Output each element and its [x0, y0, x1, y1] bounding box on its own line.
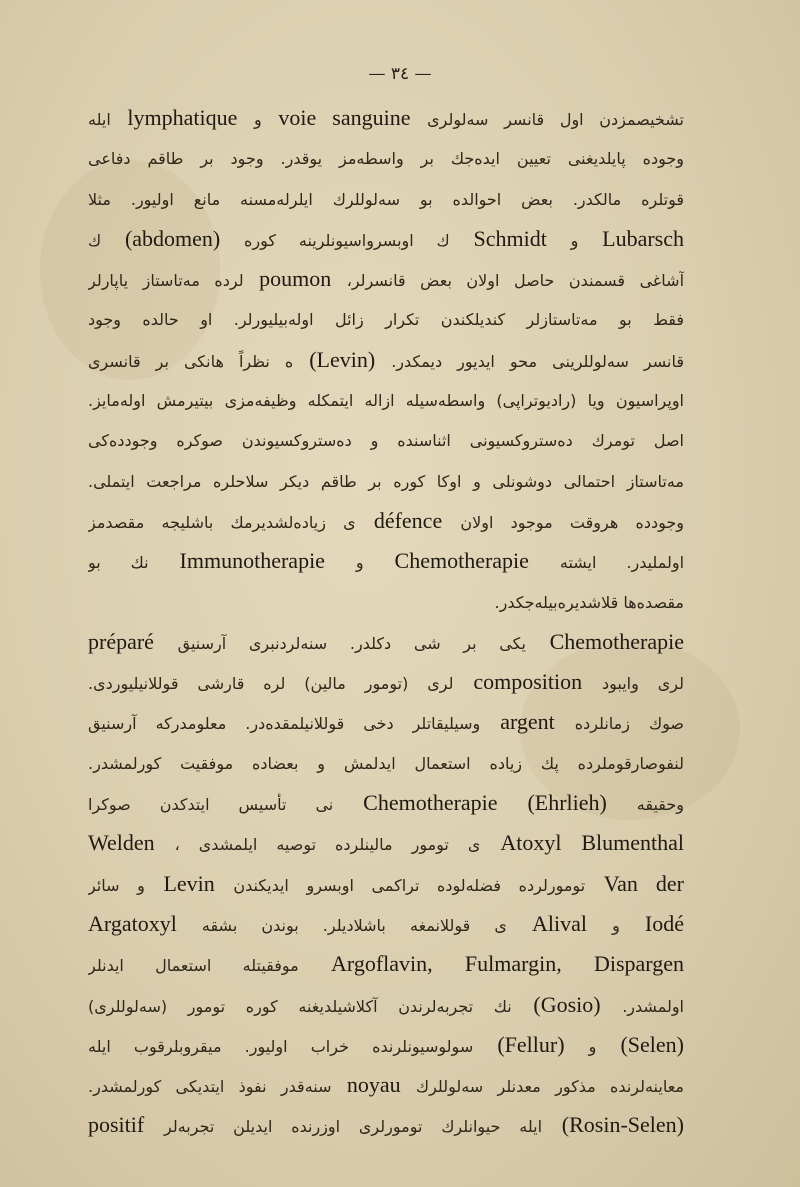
latin-term: Dispargen: [593, 951, 684, 977]
latin-term: Iodé: [644, 910, 684, 936]
text-line: [88, 420, 684, 460]
ottoman-text: یکی بر شی دکلدر. سنه‌لردنبری آرسنیق: [177, 633, 526, 653]
ottoman-text: و: [612, 915, 620, 935]
text-line: [88, 864, 684, 904]
latin-term: positif: [88, 1112, 145, 1138]
latin-term: argent: [500, 709, 555, 735]
text-line: [88, 783, 684, 823]
ottoman-text: معاینه‌لرنده مذکور معدنلر سه‌لوللرك: [415, 1077, 684, 1097]
page-body-text: [88, 98, 684, 1146]
ottoman-text: نك تجربه‌لرندن آکلاشیلدیغنه کوره تومور (سه‌لوللری): [88, 996, 512, 1016]
ottoman-text: اصل تومرك ده‌ستروکسیونی اثناسنده و ده‌ستروکسیوندن صوکره وجودده‌کی: [88, 431, 684, 451]
latin-term: (Ehrlieh): [527, 790, 607, 816]
ottoman-text: ی قوللانمغه باشلادیلر. بوندن بشقه: [201, 915, 507, 935]
ottoman-text: مه‌تاستاز احتمالی دوشونلی و اوکا کوره بر طاقم دیکر سلاحلره مراجعت ایتملی.: [88, 471, 684, 491]
ottoman-text: نك بو: [88, 553, 149, 573]
latin-term: (Gosio): [533, 991, 601, 1017]
ottoman-text: آشاغی قسمندن حاصل اولان بعض قانسرلر،: [346, 271, 684, 291]
text-line: [88, 340, 684, 380]
text-line: [88, 179, 684, 219]
text-line: [88, 461, 684, 501]
latin-term: voie sanguine: [278, 105, 411, 130]
ottoman-text: وحقیقه: [636, 795, 684, 815]
ottoman-text: لری (تومور مالین) لره قارشی قوللانیلیوردی.: [88, 674, 454, 694]
ottoman-text: و سائر: [88, 875, 145, 895]
text-line: [88, 622, 684, 662]
ottoman-text: و: [570, 230, 579, 250]
ottoman-text: مقصده‌ها قلاشدیره‌بیله‌جکدر.: [494, 592, 684, 612]
ottoman-text: ایله: [88, 110, 111, 129]
text-line: [88, 98, 684, 138]
latin-term: composition: [473, 669, 583, 695]
ottoman-text: فقط بو مه‌تاستازلر کندیلکندن تکرار زائل اوله‌بیلیورلر. او حالده وجود: [88, 310, 684, 330]
latin-term: Chemotherapie: [549, 628, 684, 654]
text-line: [88, 1065, 684, 1105]
text-line: [88, 1025, 684, 1065]
ottoman-text: تشخیصمزدن اول قانسر سه‌لولری: [427, 110, 684, 129]
latin-term: Chemotherapie: [394, 548, 529, 574]
ottoman-text: لری وایبود: [602, 674, 684, 694]
text-line: [88, 380, 684, 420]
text-line: [88, 582, 684, 622]
ottoman-text: اوپراسیون ویا (رادیوتراپی) واسطه‌سیله ازاله ایتمکله وظیفه‌مزی بیتیرمش اوله‌مایز.: [88, 391, 684, 411]
ottoman-text: نی تأسیس ایتدکدن صوکرا: [88, 795, 334, 815]
ottoman-text: وجوده پایلدیغنی تعیین ایده‌جك بر واسطه‌مز یوقدر. وجود بر طاقم دفاعی: [88, 149, 684, 169]
text-line: [88, 743, 684, 783]
ottoman-text: ك اوبسرواسیونلرینه کوره: [244, 230, 450, 250]
text-line: [88, 985, 684, 1025]
text-line: [88, 219, 684, 259]
text-line: [88, 944, 684, 984]
latin-term: Atoxyl: [500, 830, 562, 856]
ottoman-text: و: [253, 110, 262, 129]
latin-term: Argatoxyl: [88, 910, 177, 936]
ottoman-text: قانسر سه‌لوللرینی محو ایدیور دیمکدر.: [391, 351, 684, 371]
ottoman-text: موفقیتله استعمال ایدنلر: [88, 956, 299, 976]
ottoman-text: ایله حیوانلرك تومورلری اوزرنده ایدیلن تجربه‌لر: [164, 1117, 543, 1137]
latin-term: Blumenthal: [581, 830, 684, 856]
ottoman-text: سنه‌قدر نفوذ ایتدیکی کورلمشدر.: [88, 1077, 332, 1097]
ottoman-text: ك: [88, 230, 102, 250]
ottoman-text: وجودده هروقت موجود اولان: [460, 512, 684, 532]
ottoman-text: صوك زمانلرده: [574, 714, 684, 734]
ottoman-text: وسیلیقاتلر دخی قوللانیلمقده‌در. معلومدرکه آرسنیق: [88, 714, 481, 734]
text-line: [88, 662, 684, 702]
ottoman-text: اولملیدر. ایشته: [559, 553, 684, 573]
text-line: [88, 823, 684, 863]
ottoman-text: سولوسیونلرنده خراب اولیور. میقروبلرقوب ایله: [88, 1036, 474, 1056]
latin-term: préparé: [88, 628, 154, 654]
latin-term: poumon: [259, 266, 332, 292]
ottoman-text: لرده مه‌تاستاز یاپارلر: [88, 271, 244, 291]
latin-term: Welden: [88, 830, 155, 856]
latin-term: Chemotherapie: [363, 790, 498, 816]
latin-term: (Fellur): [497, 1031, 565, 1057]
text-line: [88, 702, 684, 742]
latin-term: (Rosin-Selen): [561, 1112, 684, 1138]
latin-term: noyau: [346, 1072, 401, 1098]
ottoman-text: اولمشدر.: [622, 996, 684, 1016]
latin-term: Van der: [603, 870, 684, 896]
latin-term: Schmidt: [473, 225, 547, 251]
text-line: [88, 299, 684, 339]
latin-term: (Levin): [309, 346, 376, 372]
text-line: [88, 541, 684, 581]
ottoman-text: ی زیاده‌لشدیرمك باشلیجه مقصدمز: [88, 512, 356, 532]
text-line: [88, 138, 684, 178]
latin-term: défence: [373, 507, 443, 533]
latin-term: (Selen): [620, 1031, 684, 1057]
latin-term: Levin: [163, 870, 215, 896]
latin-term: Alival: [532, 910, 588, 936]
latin-term: lymphatique: [127, 105, 238, 130]
ottoman-text: تومورلرده فضله‌لوده تراکمی اوبسرو ایدیکندن: [233, 875, 586, 895]
ottoman-text: ه نظراً هانکی بر قانسری: [88, 351, 294, 371]
page-number: — ٣٤ —: [368, 64, 432, 84]
latin-term: (abdomen): [124, 225, 221, 251]
ottoman-text: و: [355, 553, 364, 573]
ottoman-text: و: [588, 1036, 597, 1056]
latin-term: Fulmargin,: [464, 951, 562, 977]
text-line: [88, 904, 684, 944]
text-line: [88, 1105, 684, 1145]
ottoman-text: لنفوصارقوملرده پك زیاده استعمال ایدلمش و بعضاده موفقیت کورلمشدر.: [88, 753, 684, 773]
latin-term: Argoflavin,: [331, 951, 433, 977]
latin-term: Lubarsch: [602, 225, 684, 251]
text-line: [88, 501, 684, 541]
text-line: [88, 259, 684, 299]
ottoman-text: قوتلره مالکدر. بعض احوالده بو سه‌لوللرك ایلرله‌مسنه مانع اولیور. مثلا: [88, 189, 684, 209]
latin-term: Immunotherapie: [179, 548, 325, 574]
ottoman-text: ی تومور مالینلرده توصیه ایلمشدی ،: [174, 835, 481, 855]
